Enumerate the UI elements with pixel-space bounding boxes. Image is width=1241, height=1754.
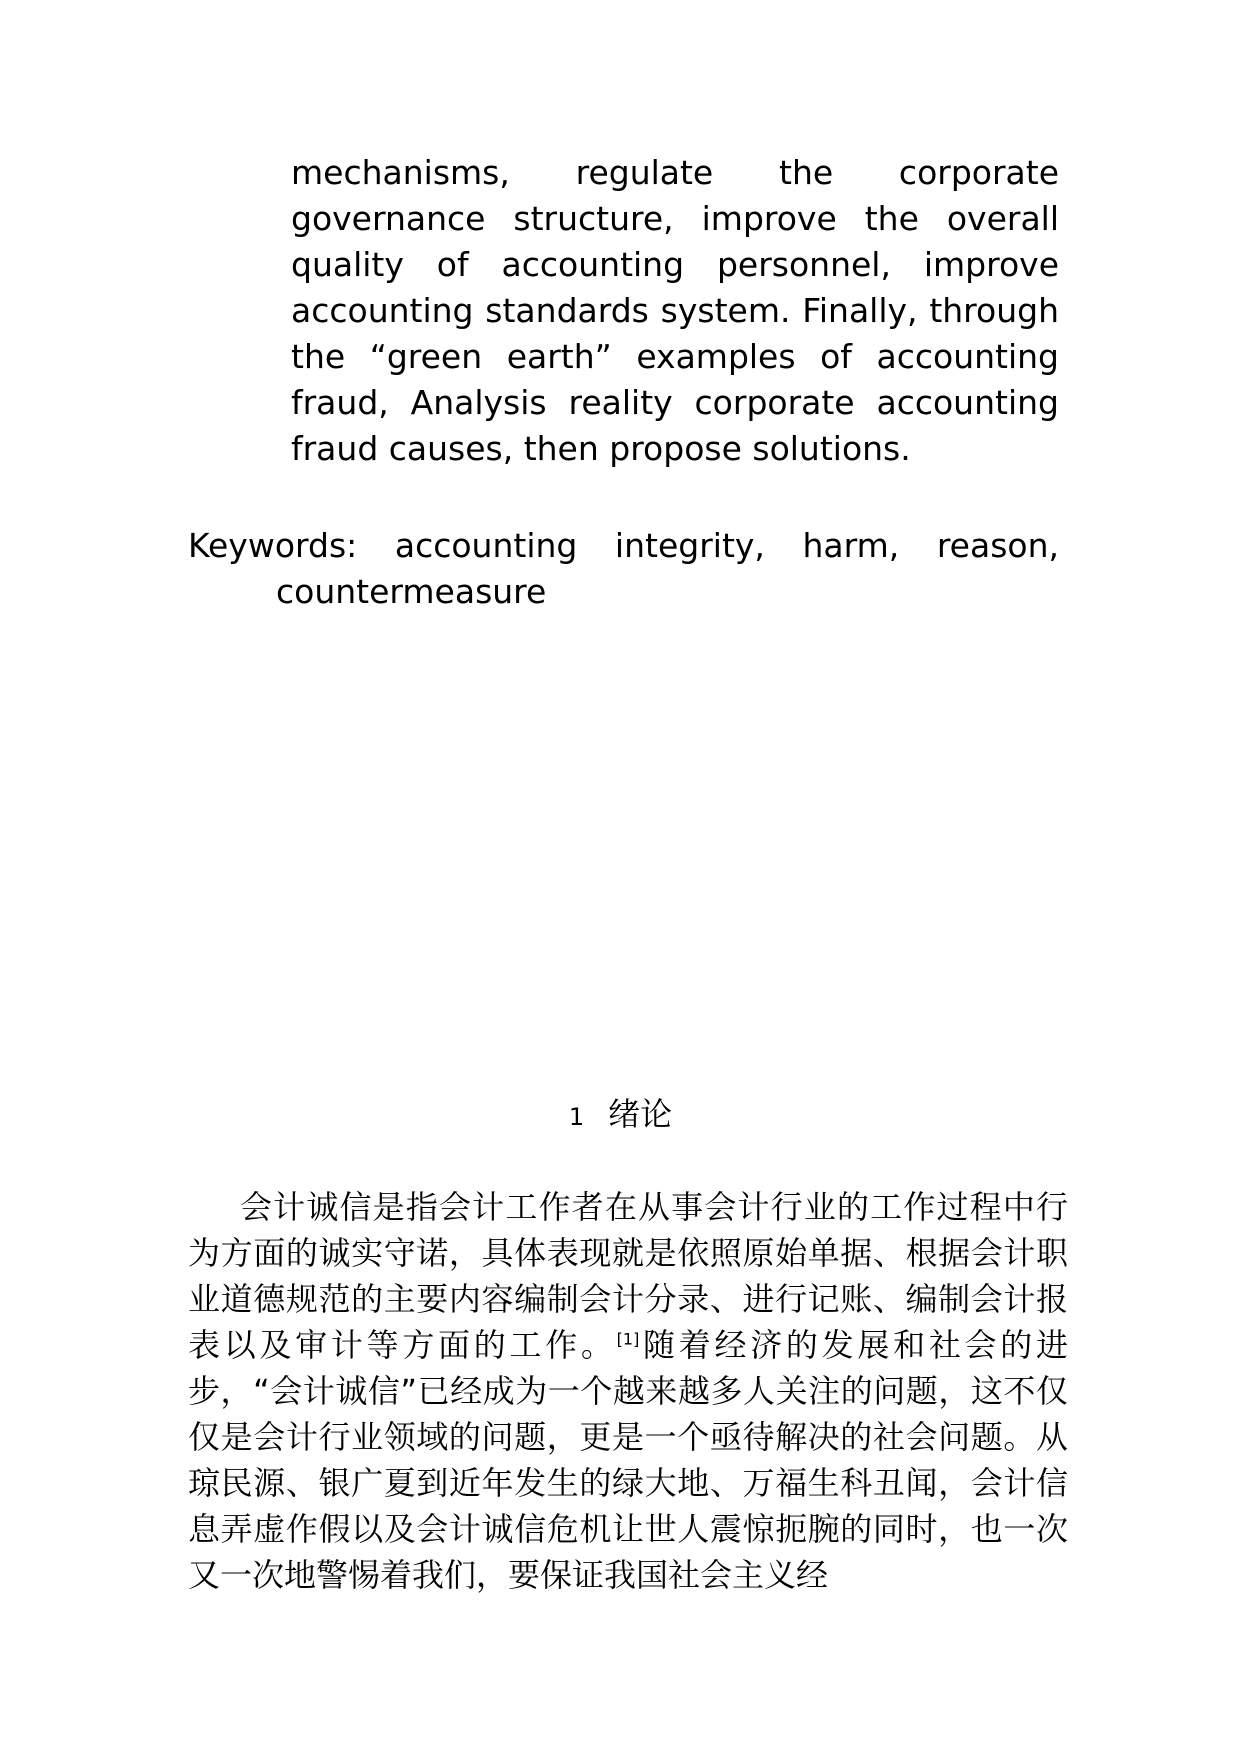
abstract-line: mechanisms, regulate the corporate	[291, 153, 1059, 192]
body-text: 随着经济的发展和社会的进步，“会计诚信”已经成为一个越来越多人关注的问题，这不仅仅是会计行业领域的问题，更是一个亟待解决的社会问题。从琼民源、银广夏到近年发生的绿大地、万福生科丑闻，会计信息弄虚作假以及会计诚信危机让世人震惊扼腕的同时，也一次又一次地警惕着我们，要保证我国社会主义经	[188, 1326, 1068, 1594]
abstract-line: the “green earth” examples of accounting	[291, 337, 1059, 376]
keywords-paragraph	[188, 523, 1059, 615]
section-number: 1	[568, 1103, 585, 1131]
keywords-line: Keywords: accounting integrity, harm, reason,	[188, 526, 1059, 565]
abstract-line: accounting standards system. Finally, through	[291, 291, 1059, 330]
citation-ref[interactable]: [1]	[616, 1329, 640, 1349]
body-paragraph-block	[188, 1184, 1068, 1598]
section-title: 绪论	[608, 1095, 673, 1133]
abstract-line: governance structure, improve the overall	[291, 199, 1059, 238]
abstract-line: fraud, Analysis reality corporate accounting	[291, 383, 1059, 422]
keywords-line: countermeasure	[276, 572, 547, 611]
abstract-paragraph	[291, 150, 1059, 472]
abstract-line: fraud causes, then propose solutions.	[291, 429, 911, 468]
section-heading	[0, 1092, 1241, 1139]
abstract-line: quality of accounting personnel, improve	[291, 245, 1059, 284]
body-text: 会计诚信是指会计工作者在从事会计行业的工作过程中行为方面的诚实守诺，具体表现就是依照原始单据、根据会计职业道德规范的主要内容编制会计分录、进行记账、编制会计报表以及审计等方面的工作。	[188, 1188, 1068, 1364]
body-paragraph	[188, 1184, 1068, 1598]
